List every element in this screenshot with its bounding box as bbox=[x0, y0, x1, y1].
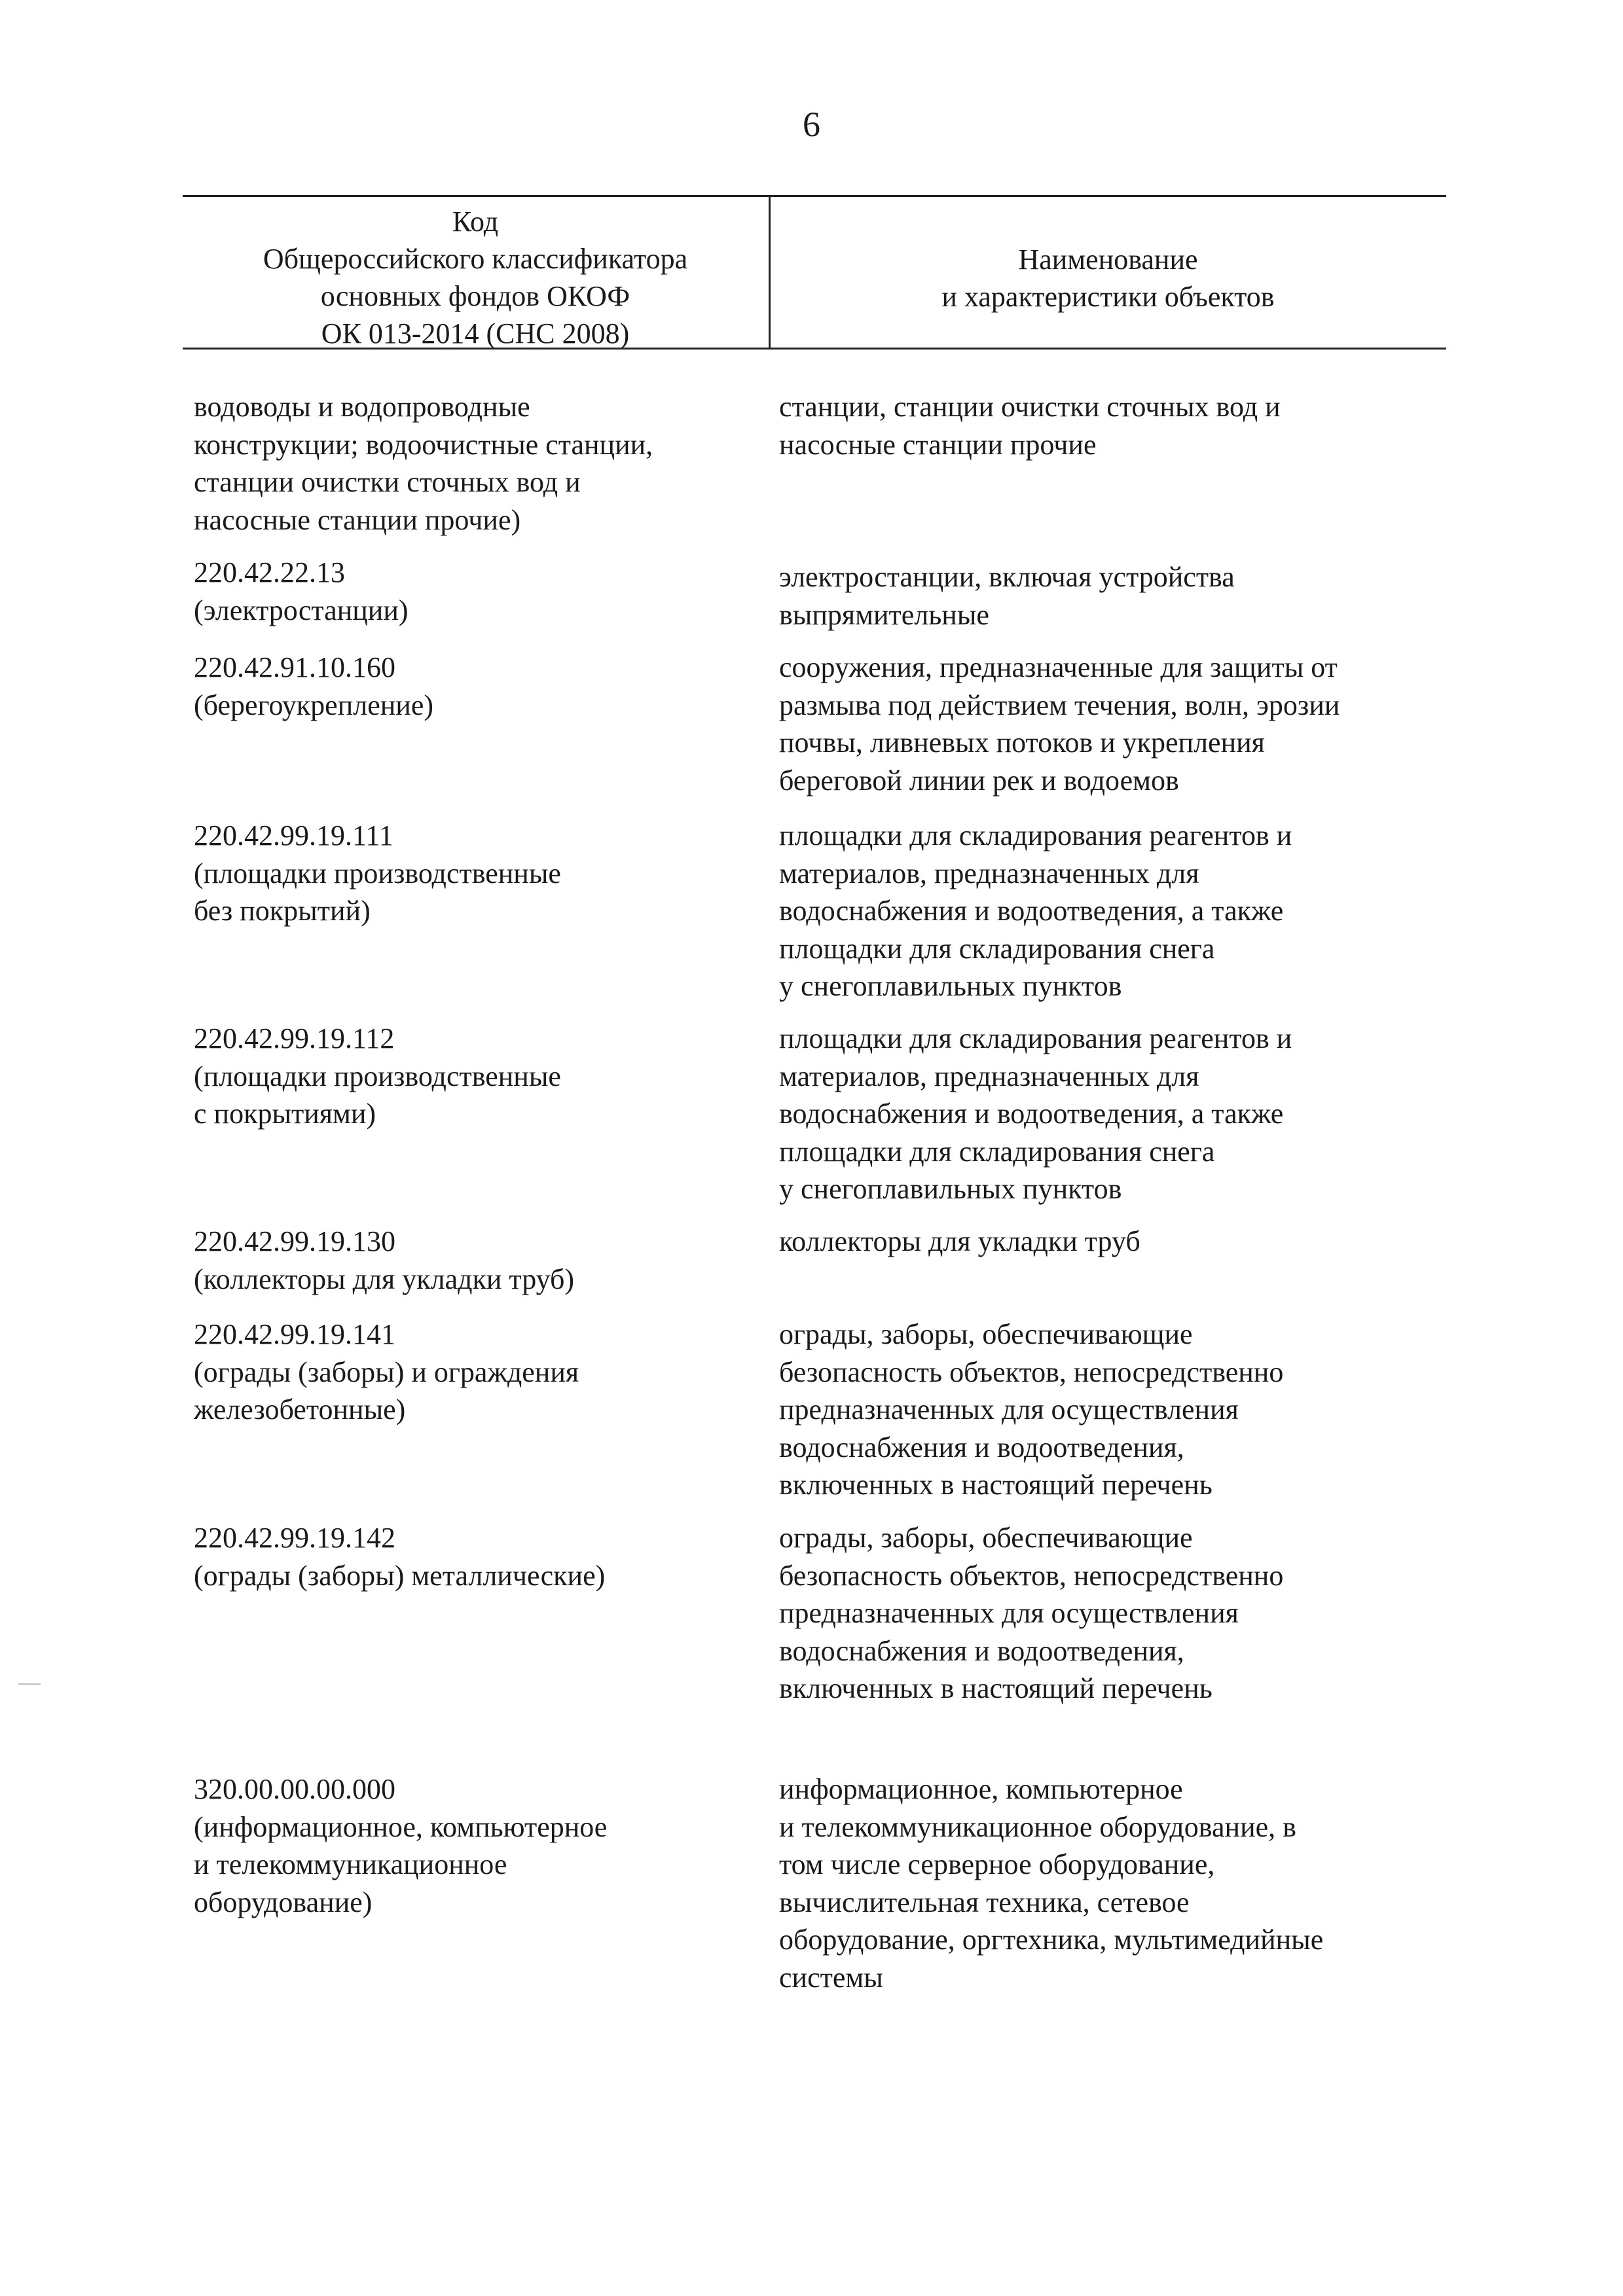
header-name-line: и характеристики объектов bbox=[941, 281, 1275, 313]
header-name-line: Наименование bbox=[1018, 243, 1198, 276]
description-line: почвы, ливневых потоков и укрепления bbox=[779, 726, 1265, 759]
description-line: электростанции, включая устройства bbox=[779, 561, 1235, 593]
description-line: водоснабжения и водоотведения, а также bbox=[779, 895, 1284, 927]
header-name-column bbox=[773, 241, 1444, 315]
row-description-cell bbox=[779, 1316, 1283, 1504]
code-line: (электростанции) bbox=[194, 594, 409, 626]
row-code-cell bbox=[194, 1770, 607, 1921]
code-line: 220.42.99.19.142 bbox=[194, 1522, 395, 1554]
description-line: безопасность объектов, непосредственно bbox=[779, 1355, 1284, 1388]
row-description-cell bbox=[779, 1223, 1140, 1261]
description-line: информационное, компьютерное bbox=[779, 1773, 1183, 1805]
code-line: 320.00.00.00.000 bbox=[194, 1773, 395, 1805]
code-line: (информационное, компьютерное bbox=[194, 1810, 608, 1843]
table-column-divider bbox=[769, 196, 771, 348]
code-line: 220.42.22.13 bbox=[194, 556, 345, 588]
code-line: 220.42.99.19.112 bbox=[194, 1022, 395, 1054]
code-line: (площадки производственные bbox=[194, 1060, 561, 1092]
code-line: (ограды (заборы) и ограждения bbox=[194, 1355, 579, 1388]
description-line: материалов, предназначенных для bbox=[779, 857, 1199, 889]
code-line: оборудование) bbox=[194, 1886, 373, 1918]
description-line: безопасность объектов, непосредственно bbox=[779, 1559, 1284, 1592]
row-description-cell bbox=[779, 1020, 1292, 1208]
code-line: с покрытиями) bbox=[194, 1098, 376, 1130]
description-line: водоснабжения и водоотведения, bbox=[779, 1431, 1184, 1463]
code-line: 220.42.99.19.111 bbox=[194, 819, 393, 852]
code-line: 220.42.99.19.141 bbox=[194, 1318, 395, 1350]
description-line: сооружения, предназначенные для защиты от bbox=[779, 651, 1338, 683]
description-line: и телекоммуникационное оборудование, в bbox=[779, 1810, 1296, 1843]
description-line: водоснабжения и водоотведения, а также bbox=[779, 1098, 1284, 1130]
row-description-cell bbox=[779, 558, 1235, 634]
description-line: водоснабжения и водоотведения, bbox=[779, 1634, 1184, 1667]
description-line: площадки для складирования реагентов и bbox=[779, 1022, 1292, 1054]
description-line: материалов, предназначенных для bbox=[779, 1060, 1199, 1092]
row-code-cell bbox=[194, 388, 653, 539]
row-code-cell bbox=[194, 1316, 579, 1429]
description-line: насосные станции прочие bbox=[779, 428, 1097, 461]
header-code-line: Код bbox=[452, 206, 499, 238]
description-line: ограды, заборы, обеспечивающие bbox=[779, 1318, 1193, 1350]
description-line: выпрямительные bbox=[779, 598, 989, 631]
row-description-cell bbox=[779, 649, 1340, 799]
code-line: 220.42.91.10.160 bbox=[194, 651, 395, 683]
header-code-column bbox=[183, 203, 767, 352]
code-line: водоводы и водопроводные bbox=[194, 391, 530, 423]
row-code-cell bbox=[194, 554, 409, 629]
table-top-rule bbox=[183, 195, 1446, 197]
row-code-cell bbox=[194, 1519, 605, 1594]
description-line: ограды, заборы, обеспечивающие bbox=[779, 1522, 1193, 1554]
row-code-cell bbox=[194, 1223, 574, 1298]
description-line: площадки для складирования реагентов и bbox=[779, 819, 1292, 852]
description-line: включенных в настоящий перечень bbox=[779, 1469, 1213, 1501]
description-line: предназначенных для осуществления bbox=[779, 1597, 1239, 1629]
code-line: железобетонные) bbox=[194, 1393, 406, 1426]
description-line: площадки для складирования снега bbox=[779, 1135, 1215, 1168]
row-description-cell bbox=[779, 388, 1281, 463]
code-line: (коллекторы для укладки труб) bbox=[194, 1263, 575, 1295]
header-code-line: основных фондов ОКОФ bbox=[320, 280, 630, 312]
code-line: без покрытий) bbox=[194, 895, 371, 927]
description-line: размыва под действием течения, волн, эрозии bbox=[779, 689, 1340, 721]
code-line: (площадки производственные bbox=[194, 857, 561, 889]
description-line: у снегоплавильных пунктов bbox=[779, 1173, 1122, 1205]
row-code-cell bbox=[194, 649, 433, 724]
code-line: насосные станции прочие) bbox=[194, 503, 521, 536]
description-line: вычислительная техника, сетевое bbox=[779, 1886, 1190, 1918]
page-number: 6 bbox=[803, 105, 820, 144]
description-line: коллекторы для укладки труб bbox=[779, 1225, 1140, 1257]
code-line: 220.42.99.19.130 bbox=[194, 1225, 395, 1257]
header-code-line: ОК 013-2014 (СНС 2008) bbox=[321, 317, 630, 350]
row-description-cell bbox=[779, 1519, 1283, 1708]
description-line: станции, станции очистки сточных вод и bbox=[779, 391, 1281, 423]
row-description-cell bbox=[779, 817, 1292, 1005]
description-line: включенных в настоящий перечень bbox=[779, 1672, 1213, 1704]
code-line: (берегоукрепление) bbox=[194, 689, 434, 721]
row-code-cell bbox=[194, 817, 561, 930]
header-code-line: Общероссийского классификатора bbox=[263, 243, 688, 275]
code-line: конструкции; водоочистные станции, bbox=[194, 428, 653, 461]
scan-edge-mark bbox=[18, 1683, 41, 1685]
description-line: предназначенных для осуществления bbox=[779, 1393, 1239, 1426]
row-code-cell bbox=[194, 1020, 561, 1133]
description-line: береговой линии рек и водоемов bbox=[779, 764, 1179, 797]
description-line: том числе серверное оборудование, bbox=[779, 1848, 1215, 1880]
description-line: оборудование, оргтехника, мультимедийные bbox=[779, 1924, 1324, 1956]
description-line: системы bbox=[779, 1961, 883, 1994]
code-line: станции очистки сточных вод и bbox=[194, 466, 581, 498]
description-line: у снегоплавильных пунктов bbox=[779, 970, 1122, 1002]
description-line: площадки для складирования снега bbox=[779, 932, 1215, 965]
row-description-cell bbox=[779, 1770, 1323, 1996]
code-line: и телекоммуникационное bbox=[194, 1848, 507, 1880]
code-line: (ограды (заборы) металлические) bbox=[194, 1559, 606, 1592]
